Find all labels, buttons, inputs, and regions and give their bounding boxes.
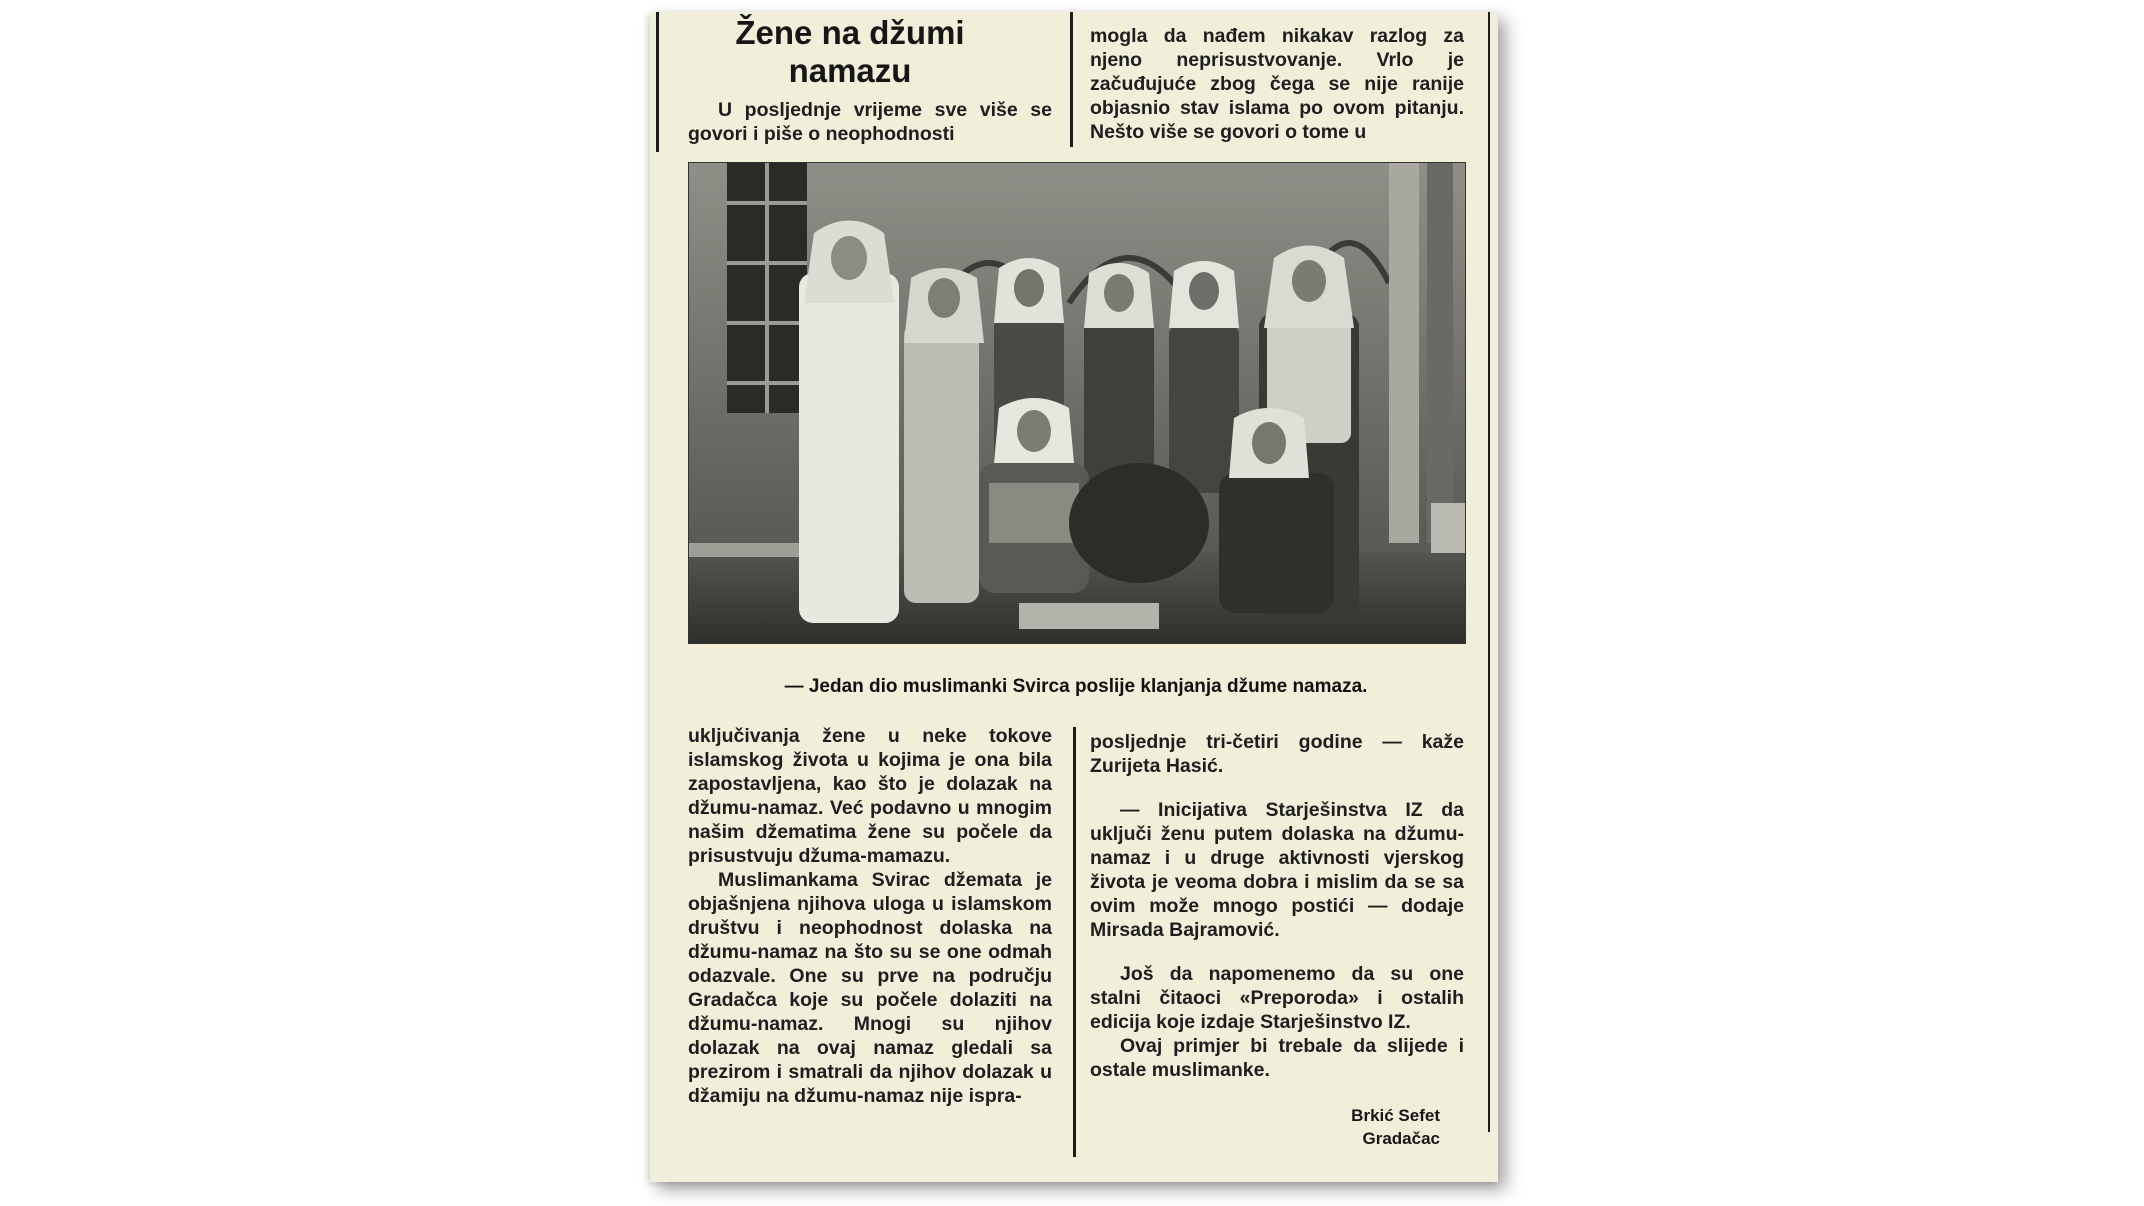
left-paragraph-2: Muslimankama Svirac džemata je objašnjena njihova uloga u islamskom društvu i neophodnost dolaska na džumu-namaz na što su se one odmah odazvale. One su prve na području Gradačca koje su počele dolaziti na džumu-namaz. Mnogi su njihov dolazak na ovaj namaz gledali sa prezirom i smatrali da njihov dolazak u džamiju na džumu-namaz nije ispra- — [688, 869, 1052, 1107]
top-left-column-rule — [656, 12, 659, 152]
photo-caption: — Jedan dio muslimanki Svirca poslije klanjanja džume namaza. — [784, 676, 1368, 697]
bottom-left-column — [688, 724, 1052, 1108]
lead-left-column — [688, 98, 1052, 146]
byline-location: Gradačac — [1362, 1129, 1440, 1148]
group-photo — [688, 162, 1466, 644]
right-paragraph-2: — Inicijativa Starješinstva IZ da uključi ženu putem dolaska na džumu-namaz i u druge aktivnosti vjerskog života je veoma dobra i mislim da se sa ovim može mnogo postići — dodaje Mirsada Bajramović. — [1090, 799, 1464, 941]
lead-right-column — [1090, 24, 1464, 144]
newspaper-clipping — [650, 12, 1498, 1182]
right-edge-rule — [1488, 12, 1490, 1132]
article-byline — [1220, 1104, 1440, 1150]
lead-left-text: U posljednje vrijeme sve više se govori i piše o neophodnosti — [688, 99, 1052, 145]
bottom-center-column-rule — [1073, 727, 1076, 1157]
group-photo-drawing — [689, 163, 1465, 643]
lead-right-text: mogla da nađem nikakav razlog za njeno neprisustvovanje. Vrlo je začuđujuće zbog čega se nije ranije objasnio stav islama po ovom pitanju. Nešto više se govori o tome u — [1090, 25, 1464, 143]
right-paragraph-3: Još da napomenemo da su one stalni čitaoci «Preporoda» i ostalih edicija koje izdaje Starješinstvo IZ. — [1090, 963, 1464, 1033]
article-headline: Žene na džumi namazu — [735, 14, 965, 89]
byline-author: Brkić Sefet — [1351, 1106, 1440, 1125]
right-paragraph-1: posljednje tri-četiri godine — kaže Zurijeta Hasić. — [1090, 731, 1464, 777]
top-center-column-rule — [1070, 12, 1073, 147]
left-paragraph-1: uključivanja žene u neke tokove islamskog života u kojima je ona bila zapostavljena, kao što je dolazak na džumu-namaz. Već podavno u mnogim našim džematima žene su počele da prisustvuju džuma-mamazu. — [688, 725, 1052, 867]
bottom-right-column — [1090, 730, 1464, 1082]
right-paragraph-4: Ovaj primjer bi trebale da slijede i ostale muslimanke. — [1090, 1035, 1464, 1081]
